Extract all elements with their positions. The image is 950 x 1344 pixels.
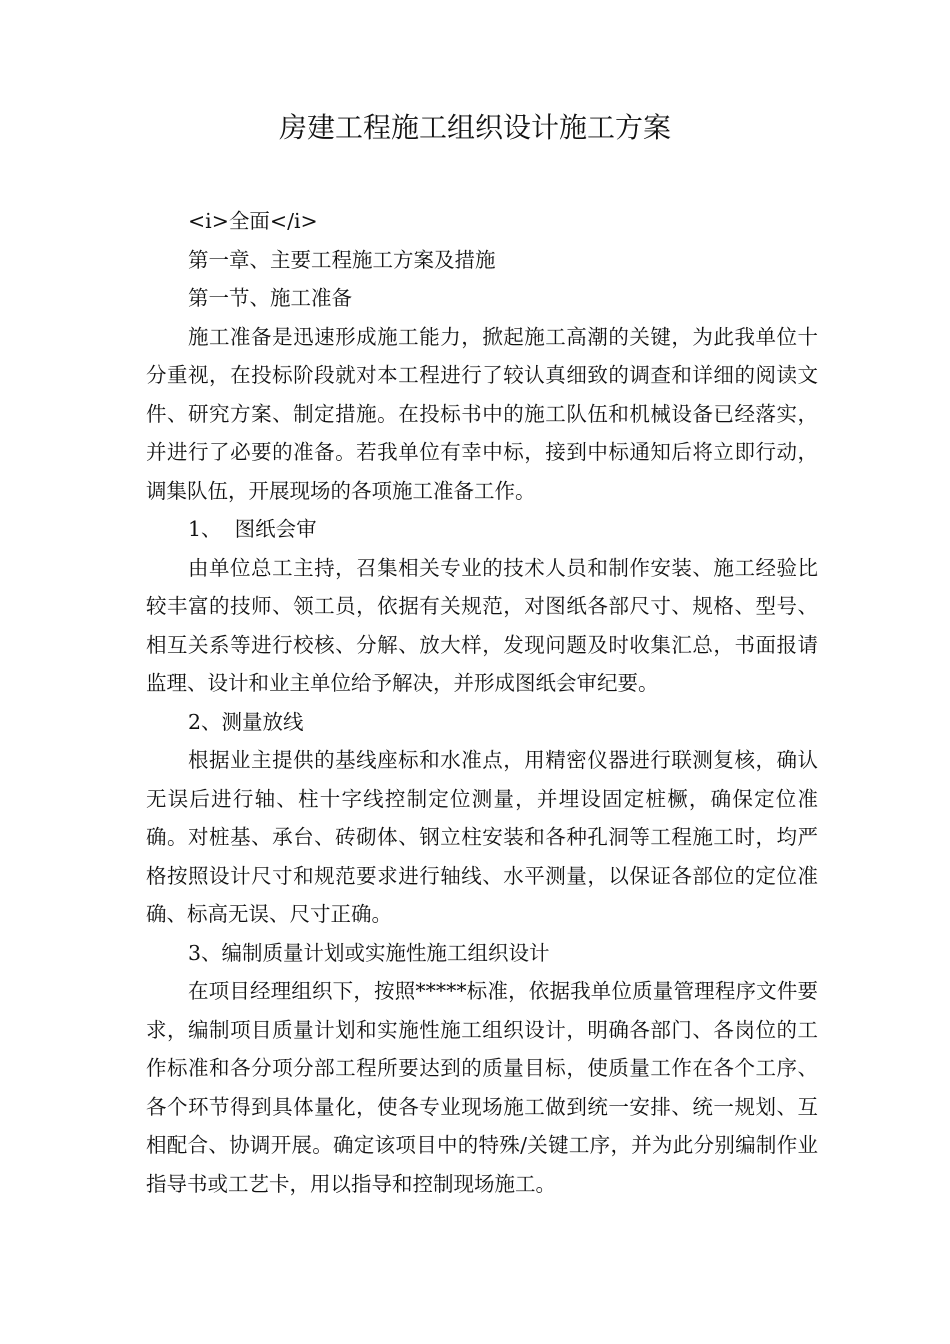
item1-heading: 1、 图纸会审 xyxy=(188,517,317,541)
document-body xyxy=(146,202,818,1203)
tag-line: <i>全面</i> xyxy=(188,209,318,233)
item1-paragraph: 由单位总工主持，召集相关专业的技术人员和制作安装、施工经验比较丰富的技师、领工员，依据有关规范，对图纸各部尺寸、规格、型号、相互关系等进行校核、分解、放大样，发现问题及时收集汇总，书面报请监理、设计和业主单位给予解决，并形成图纸会审纪要。 xyxy=(146,555,818,695)
chapter-heading: 第一章、主要工程施工方案及措施 xyxy=(188,247,496,272)
item2-heading: 2、测量放线 xyxy=(188,709,304,734)
page-title: 房建工程施工组织设计施工方案 xyxy=(278,111,671,144)
section-heading: 第一节、施工准备 xyxy=(188,286,352,310)
item3-heading: 3、编制质量计划或实施性施工组织设计 xyxy=(188,940,550,965)
item3-paragraph: 在项目经理组织下，按照*****标准，依据我单位质量管理程序文件要求，编制项目质量计划和实施性施工组织设计，明确各部门、各岗位的工作标准和各分项分部工程所要达到的质量目标，使质量工作在各个工序、各个环节得到具体量化，使各专业现场施工做到统一安排、统一规划、互相配合、协调开展。确定该项目中的特殊/关键工序，并为此分别编制作业指导书或工艺卡，用以指导和控制现场施工。 xyxy=(146,979,818,1196)
intro-paragraph: 施工准备是迅速形成施工能力，掀起施工高潮的关键，为此我单位十分重视，在投标阶段就对本工程进行了较认真细致的调查和详细的阅读文件、研究方案、制定措施。在投标书中的施工队伍和机械设备已经落实，并进行了必要的准备。若我单位有幸中标，接到中标通知后将立即行动，调集队伍，开展现场的各项施工准备工作。 xyxy=(146,324,818,503)
item2-paragraph: 根据业主提供的基线座标和水准点，用精密仪器进行联测复核，确认无误后进行轴、柱十字线控制定位测量，并埋设固定桩橛，确保定位准确。对桩基、承台、砖砌体、钢立柱安装和各种孔洞等工程施工时，均严格按照设计尺寸和规范要求进行轴线、水平测量，以保证各部位的定位准确、标高无误、尺寸正确。 xyxy=(146,748,818,926)
